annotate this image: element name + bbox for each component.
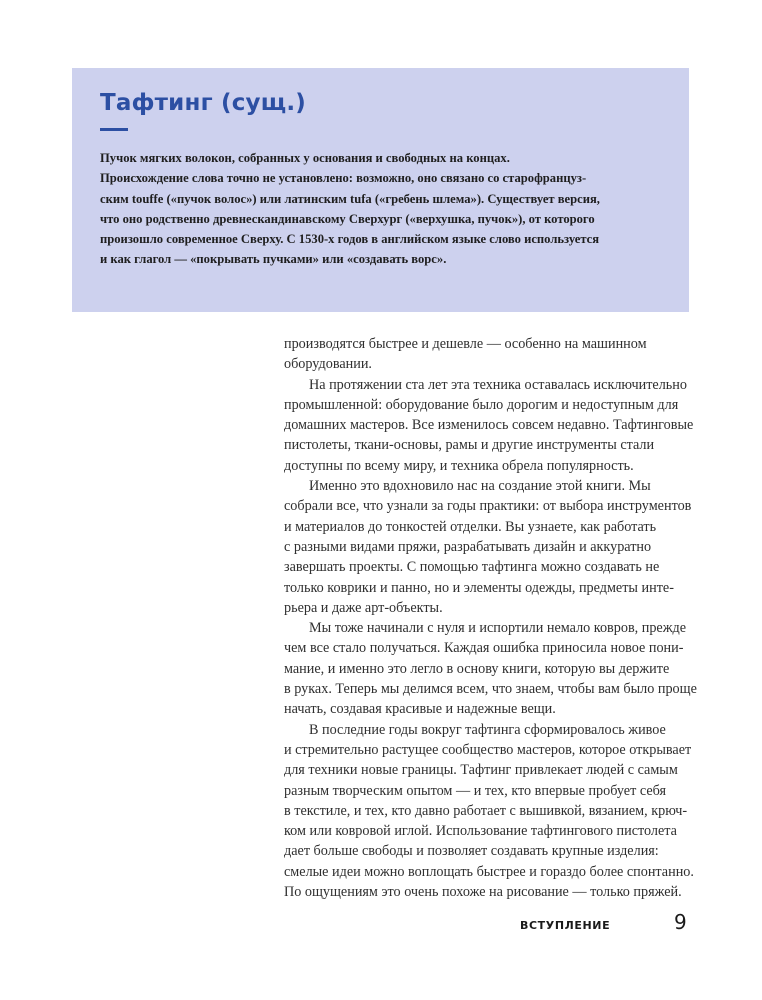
body-line: По ощущениям это очень похоже на рисование — только пряжей. [284, 884, 682, 901]
body-line: промышленной: оборудование было дорогим и недоступным для [284, 396, 679, 413]
body-line: в руках. Теперь мы делимся всем, что знаем, чтобы вам было проще [284, 681, 697, 698]
body-text [284, 334, 697, 902]
definition-line: произошло современное Сверху. С 1530-х годов в английском языке слово используется [100, 232, 600, 247]
body-line: смелые идеи можно воплощать быстрее и гораздо более спонтанно. [284, 863, 694, 880]
body-line: домашних мастеров. Все изменилось совсем недавно. Тафтинговые [284, 417, 694, 434]
body-line: доступны по всему миру, и техника обрела популярность. [284, 457, 634, 474]
page-number: 9 [674, 910, 687, 934]
definition-line: Происхождение слова точно не установлено: возможно, оно связано со старофранцуз- [100, 171, 587, 186]
body-line: Именно это вдохновило нас на создание этой книги. Мы [309, 478, 651, 495]
body-line: начать, создавая красивые и надежные вещи. [284, 701, 556, 718]
body-line: производятся быстрее и дешевле — особенно на машинном [284, 336, 647, 352]
body-line: На протяжении ста лет эта техника оставалась исключительно [309, 376, 687, 393]
body-line: чем все стало получаться. Каждая ошибка приносила новое пони- [284, 640, 684, 657]
body-line: завершать проекты. С помощью тафтинга можно создавать не [284, 559, 660, 576]
section-label: ВСТУПЛЕНИЕ [520, 919, 611, 932]
body-line: разным творческим опытом — и тех, кто впервые пробует себя [284, 782, 667, 799]
body-line: в текстиле, и тех, кто давно работает с вышивкой, вязанием, крюч- [284, 802, 688, 819]
definition-text [100, 148, 600, 270]
definition-line: Пучок мягких волокон, собранных у основания и свободных на концах. [100, 151, 510, 165]
definition-title: Тафтинг (сущ.) [100, 90, 307, 116]
body-line: пистолеты, ткани-основы, рамы и другие инструменты стали [284, 437, 655, 454]
body-line: рьера и даже арт-объекты. [284, 599, 443, 616]
body-line: ком или ковровой иглой. Использование тафтингового пистолета [284, 823, 677, 840]
body-line: для техники новые границы. Тафтинг привлекает людей с самым [284, 762, 678, 779]
body-line: дает больше свободы и позволяет создавать крупные изделия: [284, 843, 659, 860]
body-line: с разными видами пряжи, разрабатывать дизайн и аккуратно [284, 538, 652, 555]
definition-line: что оно родственно древнескандинавскому Сверхург («верхушка, пучок»), от которого [100, 211, 595, 226]
body-line: и стремительно растущее сообщество мастеров, которое открывает [284, 741, 692, 758]
body-line: оборудовании. [284, 356, 372, 373]
body-line: собрали все, что узнали за годы практики: от выбора инструментов [284, 498, 692, 515]
definition-line: и как глагол — «покрывать пучками» или «создавать ворс». [100, 252, 447, 267]
body-line: только коврики и панно, но и элементы одежды, предметы инте- [284, 579, 674, 596]
body-line: Мы тоже начинали с нуля и испортили немало ковров, прежде [309, 620, 687, 637]
title-underline [100, 128, 128, 131]
body-line: В последние годы вокруг тафтинга сформировалось живое [309, 721, 666, 738]
body-line: мание, и именно это легло в основу книги, которую вы держите [284, 660, 670, 677]
definition-line: ским touffe («пучок волос») или латинским tufa («гребень шлема»). Существует версия, [100, 191, 600, 206]
body-line: и материалов до тонкостей отделки. Вы узнаете, как работать [284, 518, 657, 535]
